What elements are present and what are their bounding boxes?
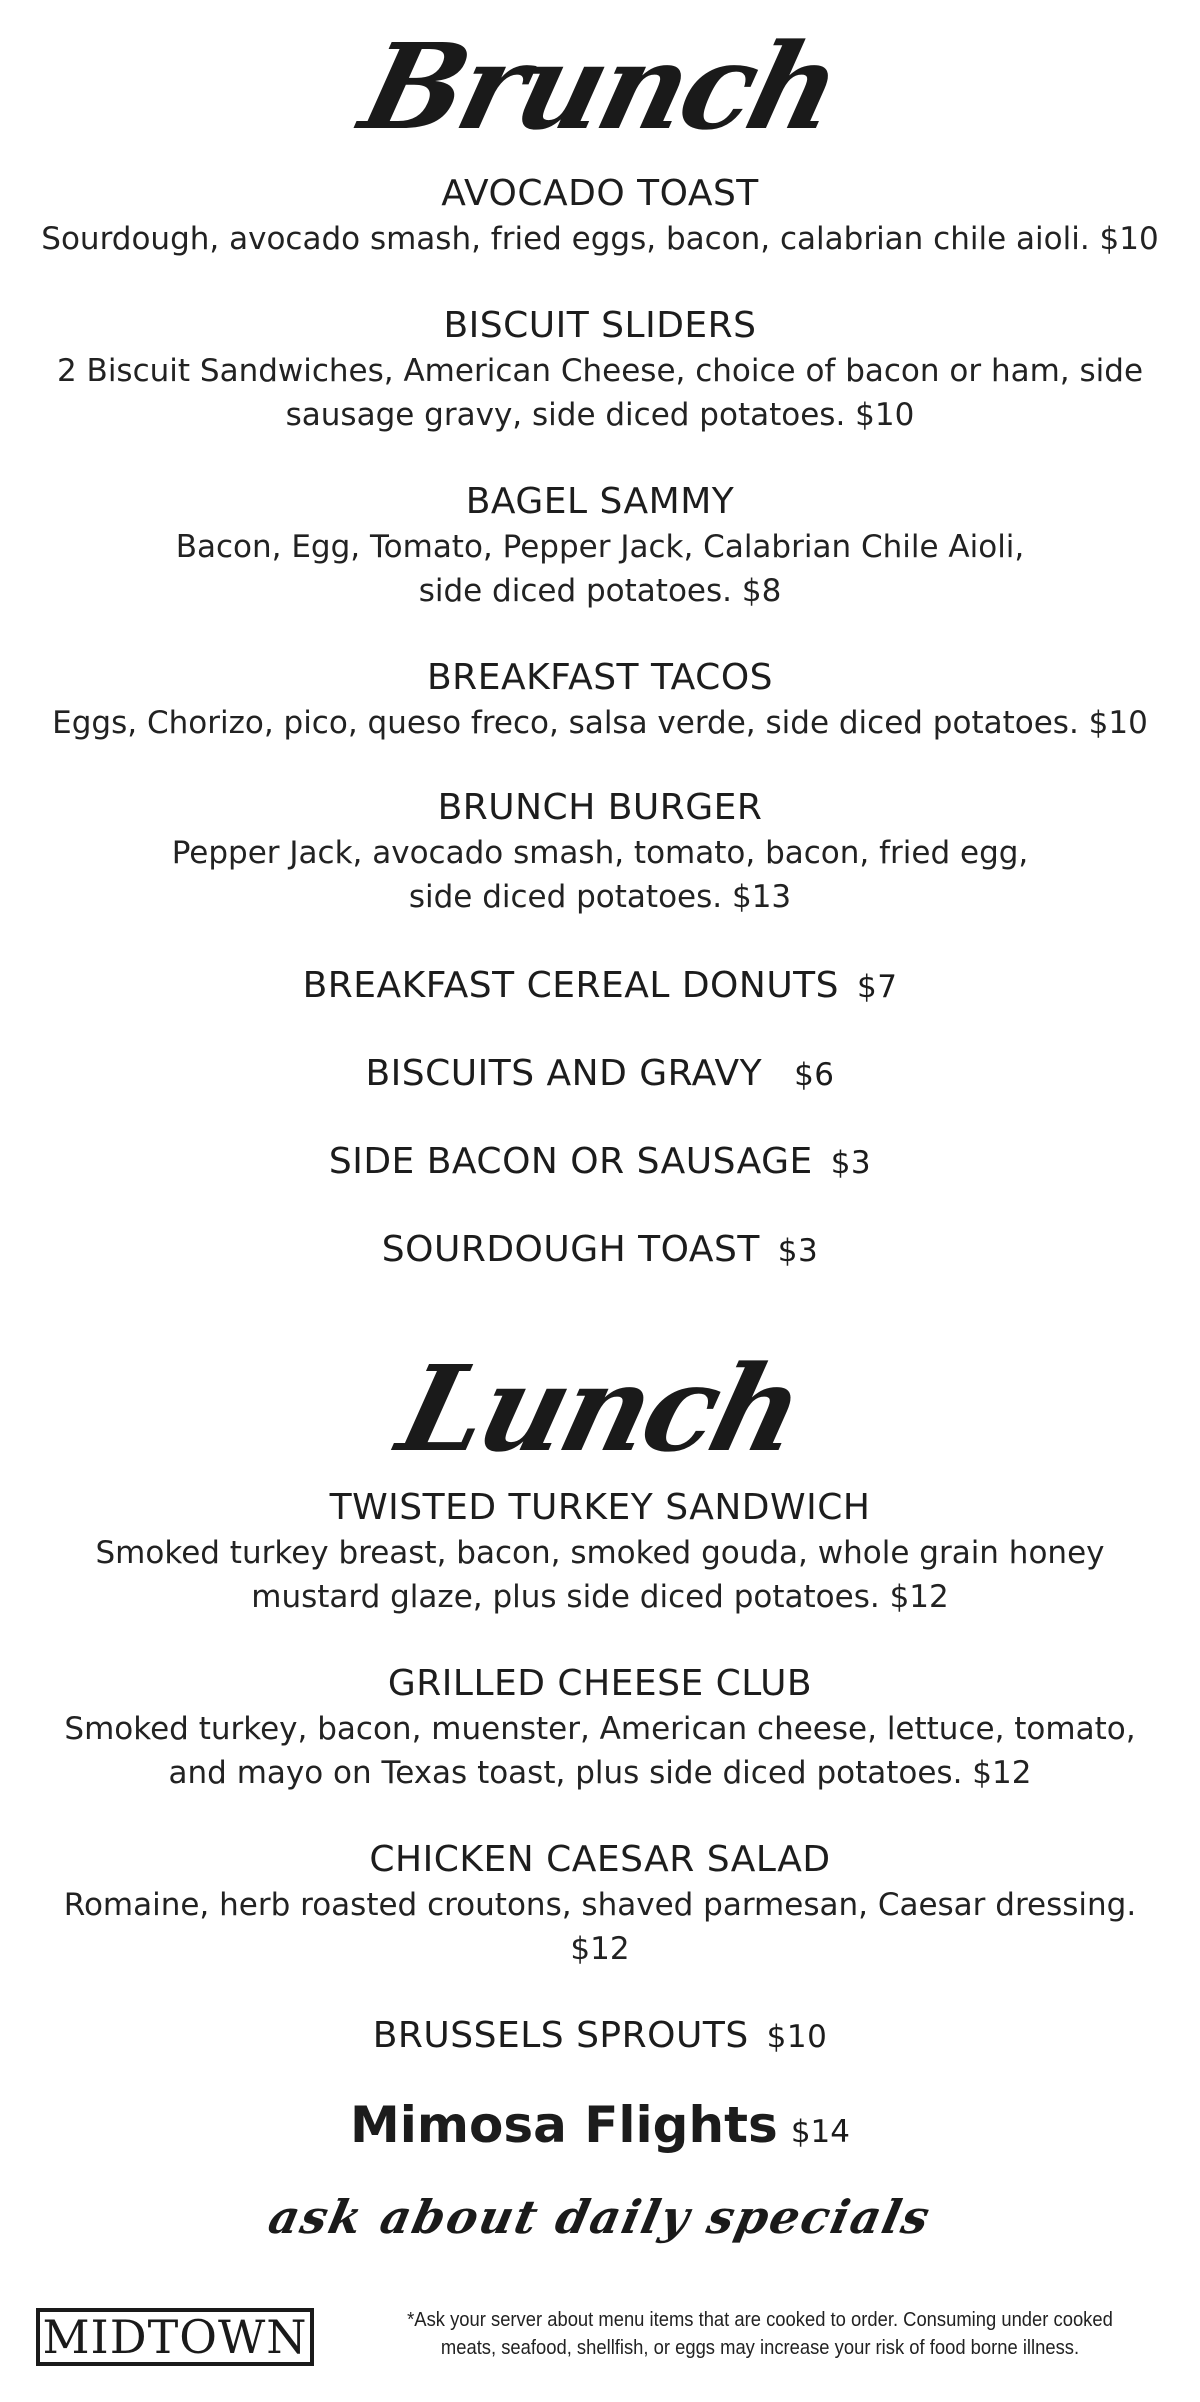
item-description: Eggs, Chorizo, pico, queso freco, salsa verde, side diced potatoes. $10	[52, 705, 1148, 741]
item-name: BRUSSELS SPROUTS	[372, 2015, 749, 2056]
item-description-line-1: 2 Biscuit Sandwiches, American Cheese, choice of bacon or ham, side	[56, 353, 1144, 389]
item-description-line-2: and mayo on Texas toast, plus side diced potatoes. $12	[168, 1755, 1032, 1791]
menu-item-bagel-sammy	[40, 480, 1160, 613]
item-price: $3	[777, 1233, 819, 1269]
item-name: BRUNCH BURGER	[437, 787, 763, 828]
menu-item-chicken-caesar-salad	[40, 1838, 1160, 1971]
midtown-logo: MIDTOWN	[36, 2308, 314, 2366]
food-safety-disclaimer	[392, 2306, 1128, 2362]
menu-item-sourdough-toast	[40, 1228, 1160, 1273]
menu-item-twisted-turkey-sandwich	[40, 1486, 1160, 1619]
item-name: Mimosa Flights	[350, 2096, 778, 2154]
item-description-line-1: Smoked turkey breast, bacon, smoked gouda, whole grain honey	[95, 1535, 1105, 1571]
item-name: CHICKEN CAESAR SALAD	[369, 1839, 831, 1880]
disclaimer-line-1: *Ask your server about menu items that are cooked to order. Consuming under cooked	[407, 2309, 1113, 2331]
item-description-line-2: side diced potatoes. $13	[408, 879, 792, 915]
item-description-line-2: $12	[570, 1931, 630, 1967]
item-description-line-2: mustard glaze, plus side diced potatoes. $12	[251, 1579, 949, 1615]
item-name: BREAKFAST TACOS	[426, 657, 774, 698]
menu-item-brussels-sprouts	[40, 2014, 1160, 2059]
item-name: BAGEL SAMMY	[465, 481, 735, 522]
item-description: Sourdough, avocado smash, fried eggs, bacon, calabrian chile aioli. $10	[41, 221, 1159, 257]
item-name: AVOCADO TOAST	[441, 173, 759, 214]
item-price: $10	[766, 2019, 828, 2055]
daily-specials-note: ask about daily specials	[263, 2190, 937, 2244]
item-price: $7	[856, 969, 898, 1005]
lunch-title: Lunch	[386, 1339, 814, 1478]
menu-item-brunch-burger	[40, 786, 1160, 919]
item-name: BISCUIT SLIDERS	[443, 305, 757, 346]
item-price: $6	[794, 1057, 835, 1093]
menu-item-biscuit-sliders	[40, 304, 1160, 437]
item-price: $14	[790, 2114, 850, 2150]
item-price: $3	[830, 1145, 872, 1181]
menu-item-biscuits-and-gravy	[40, 1052, 1160, 1097]
menu-item-grilled-cheese-club	[40, 1662, 1160, 1795]
disclaimer-line-2: meats, seafood, shellfish, or eggs may increase your risk of food borne illness.	[440, 2337, 1080, 2359]
menu-item-side-bacon-or-sausage	[40, 1140, 1160, 1185]
item-name: TWISTED TURKEY SANDWICH	[329, 1487, 871, 1528]
item-description-line-2: sausage gravy, side diced potatoes. $10	[285, 397, 915, 433]
menu-item-breakfast-tacos	[40, 656, 1160, 745]
menu-item-avocado-toast	[40, 172, 1160, 261]
item-name: BREAKFAST CEREAL DONUTS	[302, 965, 840, 1006]
item-name: SIDE BACON OR SAUSAGE	[328, 1141, 813, 1182]
menu-item-breakfast-cereal-donuts	[40, 964, 1160, 1009]
item-description-line-1: Bacon, Egg, Tomato, Pepper Jack, Calabrian Chile Aioli,	[175, 529, 1025, 565]
brunch-title: Brunch	[349, 17, 852, 156]
item-name: GRILLED CHEESE CLUB	[387, 1663, 813, 1704]
item-description-line-1: Pepper Jack, avocado smash, tomato, bacon, fried egg,	[171, 835, 1029, 871]
menu-item-mimosa-flights	[40, 2095, 1160, 2155]
item-description-line-1: Smoked turkey, bacon, muenster, American cheese, lettuce, tomato,	[64, 1711, 1136, 1747]
item-description-line-2: side diced potatoes. $8	[418, 573, 782, 609]
item-description-line-1: Romaine, herb roasted croutons, shaved parmesan, Caesar dressing.	[63, 1887, 1137, 1923]
item-name: SOURDOUGH TOAST	[381, 1229, 760, 1270]
item-name: BISCUITS AND GRAVY	[365, 1053, 763, 1094]
